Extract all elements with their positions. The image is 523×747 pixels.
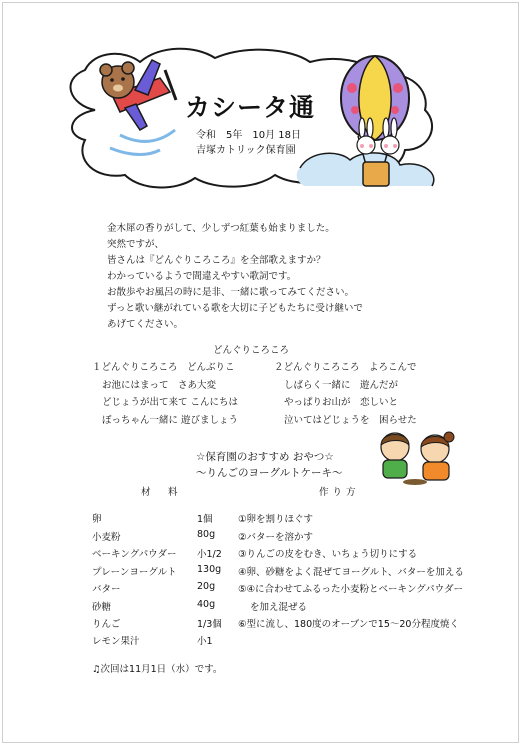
ingredient-qty: 小1 (197, 636, 213, 647)
lyric-line: １どんぐりころころ どんぶりこ (92, 362, 235, 373)
ingredient-qty: 20g (197, 581, 216, 592)
ingredient-name: 卵 (92, 514, 102, 525)
recipe-step: ⑥型に流し、180度のオーブンで15～20分程度焼く (238, 619, 459, 630)
song-title: どんぐりころころ (213, 345, 290, 356)
ingredient-qty: 80g (197, 529, 216, 540)
recipe-step: を加え混ぜる (250, 602, 308, 613)
intro-line: あげてください。 (107, 319, 184, 330)
lyric-line: ２どんぐりころころ よろこんで (274, 362, 417, 373)
ingredient-qty: 小1/2 (197, 549, 222, 560)
ingredient-name: 小麦粉 (92, 532, 121, 543)
lyric-line: どじょうが出て来て こんにちは (102, 397, 239, 408)
ingredient-name: 砂糖 (92, 602, 112, 613)
intro-line: 金木犀の香りがして、少しずつ紅葉も始まりました。 (107, 223, 335, 234)
ingredient-qty: 40g (197, 599, 216, 610)
intro-line: 突然ですが、 (107, 239, 165, 250)
ingredient-name: りんご (92, 619, 121, 630)
intro-line: 皆さんは『どんぐりころころ』を全部歌えますか？ (107, 255, 326, 266)
ingredient-name: バター (92, 584, 121, 595)
song-verse-1 (92, 359, 238, 429)
recipe-step: ①卵を割りほぐす (238, 514, 314, 525)
ingredient-name: ベーキングパウダー (92, 549, 177, 560)
recipe-step: ⑤④に合わせてふるった小麦粉とベーキングパウダー (238, 584, 464, 595)
music-note-icon: ♫ (92, 664, 101, 675)
intro-line: お散歩やお風呂の時に是非、一緒に歌ってみてください。 (107, 287, 355, 298)
ingredient-qty: 130g (197, 564, 222, 575)
ingredient-qty: 1個 (197, 514, 213, 525)
lyric-line: 泣いてはどじょうを 困らせた (284, 414, 417, 426)
next-issue-note (92, 661, 222, 675)
children-eating-illustration (373, 427, 463, 487)
lyric-line: お池にはまって さあ大変 (102, 379, 217, 391)
issue-date: 令和 5年 10月 18日 (196, 130, 301, 141)
ingredient-name: レモン果汁 (92, 636, 140, 647)
ingredient-qty: 1/3個 (197, 619, 222, 630)
recipe-step: ③りんごの皮をむき、いちょう切りにする (238, 549, 418, 560)
next-issue-text: 次回は11月1日（水）です。 (100, 664, 223, 675)
intro-line: ずっと歌い継がれている歌を大切に子どもたちに受け継いで (107, 303, 363, 314)
snack-subtitle: ～りんごのヨーグルトケーキ～ (196, 467, 343, 479)
lyric-line: ぼっちゃん一緒に 遊びましょう (102, 414, 239, 426)
recipe-step: ②バターを溶かす (238, 532, 314, 543)
ingredient-name: プレーンヨーグルト (92, 567, 177, 578)
steps-header: 作り方 (319, 487, 360, 498)
song-verse-2 (274, 359, 417, 429)
intro-text (107, 221, 363, 333)
lyric-line: やっぱりお山が 恋しいと (284, 397, 399, 408)
page-title: カシータ通 (185, 93, 316, 122)
intro-line: わかっているようで間違えやすい歌詞です。 (107, 271, 297, 282)
lyric-line: しばらく一緒に 遊んだが (284, 379, 399, 391)
recipe-step: ④卵、砂糖をよく混ぜてヨーグルト、バターを加える (238, 567, 464, 578)
ingredients-header: 材 料 (141, 487, 182, 498)
snack-title: ☆保育園のおすすめ おやつ☆ (196, 451, 334, 463)
school-name: 吉塚カトリック保育園 (196, 145, 296, 156)
